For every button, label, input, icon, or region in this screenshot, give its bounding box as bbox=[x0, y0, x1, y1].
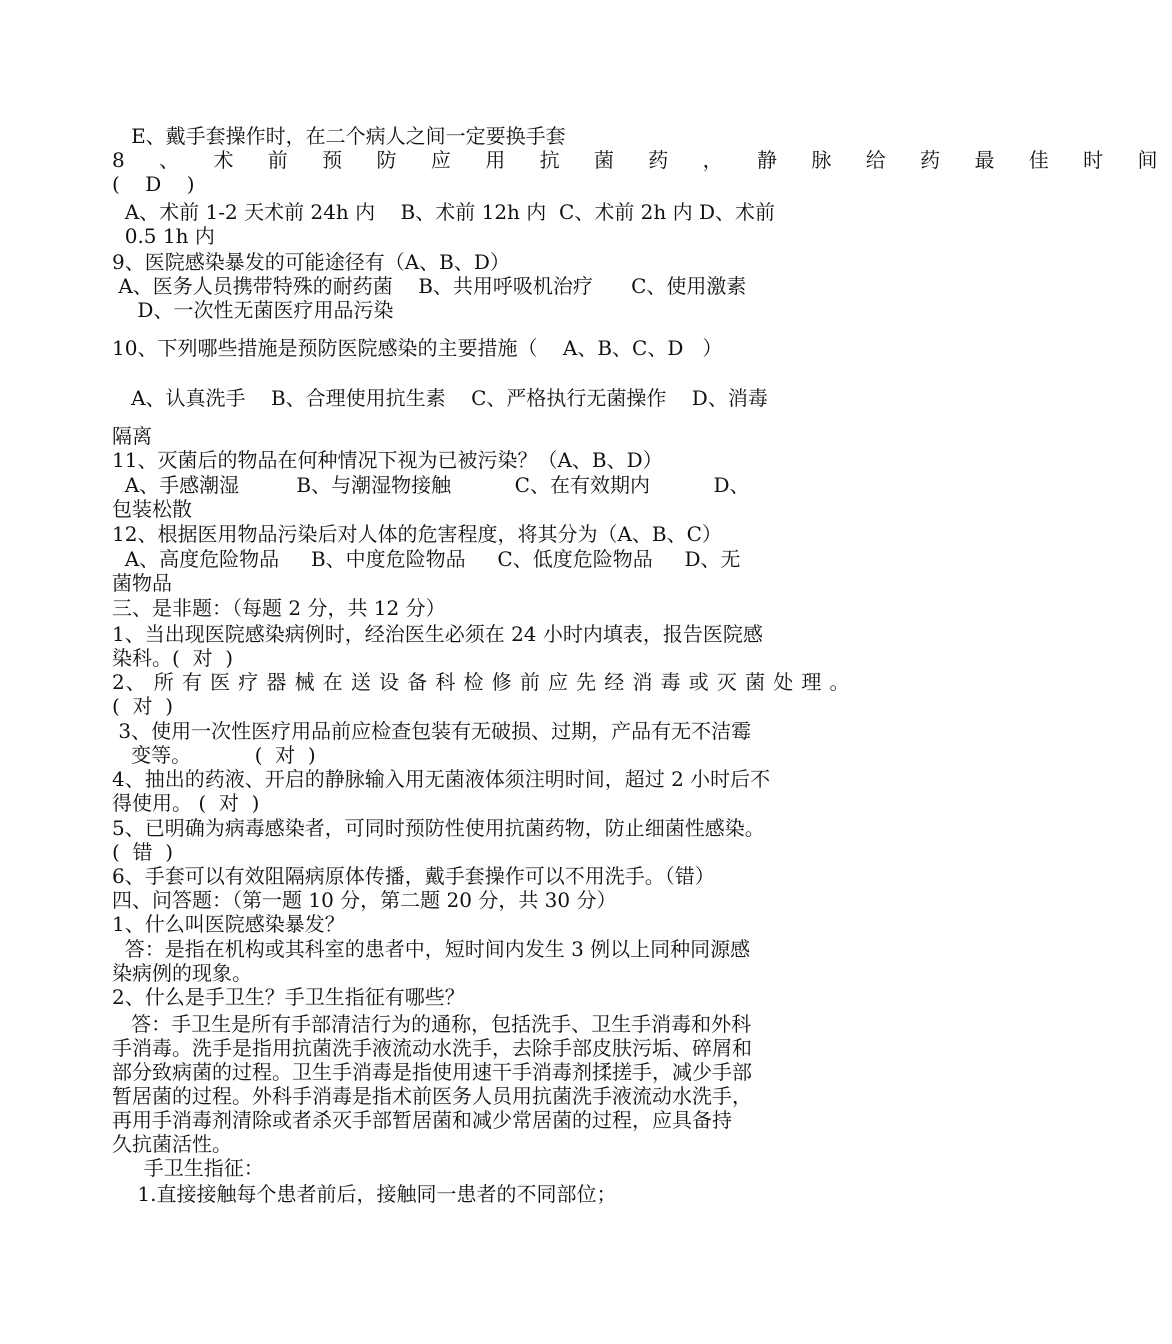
tf-question-4: 4、抽出的药液、开启的静脉输入用无菌液体须注明时间，超过 2 小时后不 bbox=[112, 767, 771, 791]
question-11-options: A、手感潮湿 B、与潮湿物接触 C、在有效期内 D、 bbox=[112, 473, 750, 497]
qa-answer-2-line-4: 暂居菌的过程。外科手消毒是指术前医务人员用抗菌洗手液流动水洗手， bbox=[112, 1084, 752, 1108]
tf-question-1-answer: 染科。( 对 ) bbox=[112, 646, 234, 670]
question-8-options: A、术前 1-2 天术前 24h 内 B、术前 12h 内 C、术前 2h 内 D、术前 bbox=[112, 200, 776, 224]
qa-question-2: 2、什么是手卫生？手卫生指征有哪些？ bbox=[112, 985, 465, 1009]
question-10-options: A、认真洗手 B、合理使用抗生素 C、严格执行无菌操作 D、消毒 bbox=[112, 386, 768, 410]
qa-answer-1: 答：是指在机构或其科室的患者中，短时间内发生 3 例以上同种同源感 bbox=[112, 937, 751, 961]
question-9-option-d: D、一次性无菌医疗用品污染 bbox=[112, 298, 394, 322]
section-4-heading: 四、问答题：（第一题 10 分，第二题 20 分，共 30 分） bbox=[112, 888, 617, 912]
tf-question-4-answer: 得使用。 ( 对 ) bbox=[112, 791, 260, 815]
qa-answer-2-line-6: 久抗菌活性。 bbox=[112, 1132, 232, 1156]
tf-question-5-answer: ( 错 ) bbox=[112, 840, 174, 864]
tf-question-3: 3、使用一次性医疗用品前应检查包装有无破损、过期，产品有无不洁霉 bbox=[112, 719, 752, 743]
option-e-q7: E、戴手套操作时，在二个病人之间一定要换手套 bbox=[112, 124, 566, 148]
tf-question-1: 1、当出现医院感染病例时，经治医生必须在 24 小时内填表，报告医院感 bbox=[112, 622, 763, 646]
question-12-options-cont: 菌物品 bbox=[112, 571, 172, 595]
question-10-options-cont: 隔离 bbox=[112, 424, 152, 448]
tf-question-6: 6、手套可以有效阻隔病原体传播，戴手套操作可以不用洗手。（错） bbox=[112, 864, 715, 888]
section-3-heading: 三、是非题：（每题 2 分，共 12 分） bbox=[112, 596, 446, 620]
qa-answer-1-cont: 染病例的现象。 bbox=[112, 961, 252, 985]
question-8-answer: ( D ) bbox=[112, 172, 195, 196]
qa-answer-2-line-3: 部分致病菌的过程。卫生手消毒是指使用速干手消毒剂揉搓手，减少手部 bbox=[112, 1060, 752, 1084]
question-8-options-cont: 0.5 1h 内 bbox=[112, 224, 215, 248]
question-12-options: A、高度危险物品 B、中度危险物品 C、低度危险物品 D、无 bbox=[112, 547, 741, 571]
question-8: 8 、 术 前 预 防 应 用 抗 菌 药 ， 静 脉 给 药 最 佳 时 间 bbox=[112, 148, 1172, 172]
tf-question-2: 2、 所 有 医 疗 器 械 在 送 设 备 科 检 修 前 应 先 经 消 毒 或 灭 菌 处 理 。 bbox=[112, 670, 851, 694]
tf-question-2-answer: ( 对 ) bbox=[112, 694, 174, 718]
question-9-options: A、医务人员携带特殊的耐药菌 B、共用呼吸机治疗 C、使用激素 bbox=[112, 274, 747, 298]
hand-hygiene-indication-1: 1.直接接触每个患者前后，接触同一患者的不同部位； bbox=[112, 1182, 617, 1206]
qa-answer-2-line-5: 再用手消毒剂清除或者杀灭手部暂居菌和减少常居菌的过程，应具备持 bbox=[112, 1108, 732, 1132]
qa-answer-2-line-1: 答：手卫生是所有手部清洁行为的通称，包括洗手、卫生手消毒和外科 bbox=[112, 1012, 752, 1036]
tf-question-5: 5、已明确为病毒感染者，可同时预防性使用抗菌药物，防止细菌性感染。 bbox=[112, 816, 765, 840]
question-10: 10、下列哪些措施是预防医院感染的主要措施（ A、B、C、D ） bbox=[112, 336, 723, 360]
qa-answer-2-line-2: 手消毒。洗手是指用抗菌洗手液流动水洗手，去除手部皮肤污垢、碎屑和 bbox=[112, 1036, 752, 1060]
tf-question-3-answer: 变等。 ( 对 ) bbox=[112, 743, 316, 767]
question-12: 12、根据医用物品污染后对人体的危害程度，将其分为（A、B、C） bbox=[112, 522, 722, 546]
qa-question-1: 1、什么叫医院感染暴发？ bbox=[112, 912, 345, 936]
question-9: 9、医院感染暴发的可能途径有（A、B、D） bbox=[112, 250, 510, 274]
question-11: 11、灭菌后的物品在何种情况下视为已被污染？（A、B、D） bbox=[112, 448, 663, 472]
question-11-options-cont: 包装松散 bbox=[112, 497, 192, 521]
hand-hygiene-indications-heading: 手卫生指征： bbox=[112, 1156, 264, 1180]
